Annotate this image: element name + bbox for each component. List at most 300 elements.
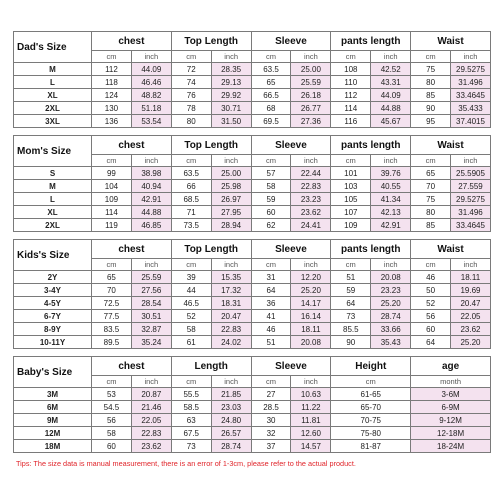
unit-header: inch	[131, 376, 171, 388]
unit-header: inch	[211, 51, 251, 63]
table-cell: 12-18M	[411, 427, 491, 440]
table-cell: 53	[92, 388, 132, 401]
unit-header: inch	[291, 155, 331, 167]
table-cell: 14.17	[291, 297, 331, 310]
unit-header: cm	[331, 51, 371, 63]
unit-header: cm	[171, 51, 211, 63]
table-cell: 90	[331, 336, 371, 349]
table-cell: 85	[411, 219, 451, 232]
table-cell: 60	[251, 206, 291, 219]
table-cell: 22.83	[131, 427, 171, 440]
group-header: Waist	[411, 32, 491, 51]
table-cell: 40.94	[131, 180, 171, 193]
table-cell: 90	[411, 102, 451, 115]
table-cell: 31	[251, 271, 291, 284]
table-cell: 78	[171, 102, 211, 115]
table-cell: 35.24	[131, 336, 171, 349]
group-header: Top Length	[171, 240, 251, 259]
table-row	[14, 102, 491, 115]
table-cell: 44	[171, 284, 211, 297]
table-cell: 23.23	[371, 284, 411, 297]
table-cell: 18-24M	[411, 440, 491, 453]
table-cell: 17.32	[211, 284, 251, 297]
size-label: 6M	[14, 401, 92, 414]
table-cell: 25.20	[371, 297, 411, 310]
table-cell: 51.18	[131, 102, 171, 115]
table-cell: 41.34	[371, 193, 411, 206]
table-row	[14, 388, 491, 401]
unit-header: month	[411, 376, 491, 388]
table-cell: 39	[171, 271, 211, 284]
table-cell: 63.5	[251, 63, 291, 76]
group-header: Top Length	[171, 136, 251, 155]
table-cell: 89.5	[92, 336, 132, 349]
table-cell: 19.69	[451, 284, 491, 297]
table-cell: 28.35	[211, 63, 251, 76]
table-cell: 61	[171, 336, 211, 349]
table-cell: 36	[251, 297, 291, 310]
table-cell: 3-6M	[411, 388, 491, 401]
table-row	[14, 271, 491, 284]
table-cell: 72.5	[92, 297, 132, 310]
size-label: M	[14, 63, 92, 76]
table-cell: 46.5	[171, 297, 211, 310]
table-gap	[13, 349, 490, 356]
table-cell: 9-12M	[411, 414, 491, 427]
table-cell: 55.5	[171, 388, 211, 401]
table-cell: 70	[411, 180, 451, 193]
table-cell: 20.47	[451, 297, 491, 310]
table-cell: 42.91	[131, 193, 171, 206]
table-cell: 109	[331, 219, 371, 232]
table-cell: 22.44	[291, 167, 331, 180]
table-cell: 81-87	[331, 440, 411, 453]
table-cell: 20.47	[211, 310, 251, 323]
size-label: 2Y	[14, 271, 92, 284]
unit-header: cm	[92, 155, 132, 167]
unit-header: cm	[251, 259, 291, 271]
table-row	[14, 297, 491, 310]
table-cell: 124	[92, 89, 132, 102]
table-row	[14, 63, 491, 76]
table-row	[14, 180, 491, 193]
size-table	[13, 239, 491, 349]
size-table	[13, 356, 491, 453]
table-cell: 65	[251, 76, 291, 89]
table-cell: 73.5	[171, 219, 211, 232]
table-row	[14, 206, 491, 219]
table-cell: 29.13	[211, 76, 251, 89]
group-header: age	[411, 357, 491, 376]
table-cell: 25.20	[451, 336, 491, 349]
size-chart	[13, 31, 490, 453]
table-cell: 105	[331, 193, 371, 206]
table-cell: 28.54	[131, 297, 171, 310]
unit-header: cm	[251, 155, 291, 167]
table-cell: 33.4645	[451, 219, 491, 232]
table-cell: 72	[171, 63, 211, 76]
table-cell: 29.5275	[451, 193, 491, 206]
unit-header: inch	[211, 259, 251, 271]
table-cell: 68	[251, 102, 291, 115]
table-cell: 67.5	[171, 427, 211, 440]
table-cell: 116	[331, 115, 371, 128]
table-cell: 23.03	[211, 401, 251, 414]
table-cell: 22.05	[451, 310, 491, 323]
size-label: XL	[14, 89, 92, 102]
table-cell: 63	[171, 414, 211, 427]
table-cell: 101	[331, 167, 371, 180]
table-cell: 14.57	[291, 440, 331, 453]
table-cell: 28.74	[211, 440, 251, 453]
unit-header: inch	[291, 259, 331, 271]
table-cell: 60	[411, 323, 451, 336]
table-title: Mom's Size	[14, 136, 92, 167]
table-cell: 25.59	[131, 271, 171, 284]
table-cell: 22.05	[131, 414, 171, 427]
table-row	[14, 414, 491, 427]
unit-header: cm	[411, 51, 451, 63]
size-label: 2XL	[14, 102, 92, 115]
unit-header: cm	[171, 155, 211, 167]
table-cell: 30.71	[211, 102, 251, 115]
table-row	[14, 401, 491, 414]
table-cell: 27	[251, 388, 291, 401]
table-cell: 23.23	[291, 193, 331, 206]
table-cell: 66.5	[251, 89, 291, 102]
table-row	[14, 427, 491, 440]
table-cell: 31.496	[451, 206, 491, 219]
table-cell: 38.98	[131, 167, 171, 180]
unit-header: cm	[171, 259, 211, 271]
table-cell: 37.4015	[451, 115, 491, 128]
tips-note: Tips: The size data is manual measurement, there is an error of 1-3cm, please refer to the actual product.	[16, 459, 356, 468]
table-cell: 112	[331, 89, 371, 102]
group-header-row	[14, 240, 491, 259]
table-cell: 46	[251, 323, 291, 336]
size-label: 3-4Y	[14, 284, 92, 297]
table-row	[14, 89, 491, 102]
unit-header: inch	[211, 155, 251, 167]
size-label: 4-5Y	[14, 297, 92, 310]
table-cell: 45.67	[371, 115, 411, 128]
table-cell: 114	[331, 102, 371, 115]
table-cell: 80	[171, 115, 211, 128]
table-gap	[13, 128, 490, 135]
table-cell: 26.97	[211, 193, 251, 206]
table-cell: 24.80	[211, 414, 251, 427]
table-cell: 69.5	[251, 115, 291, 128]
table-cell: 42.91	[371, 219, 411, 232]
group-header: Sleeve	[251, 240, 331, 259]
table-cell: 37	[251, 440, 291, 453]
table-cell: 46.85	[131, 219, 171, 232]
table-cell: 31.50	[211, 115, 251, 128]
table-cell: 56	[92, 414, 132, 427]
table-cell: 46.46	[131, 76, 171, 89]
table-cell: 30	[251, 414, 291, 427]
table-cell: 35.43	[371, 336, 411, 349]
unit-header: inch	[451, 259, 491, 271]
unit-header: inch	[211, 376, 251, 388]
table-cell: 59	[331, 284, 371, 297]
group-header: pants length	[331, 32, 411, 51]
table-cell: 85	[411, 89, 451, 102]
size-label: L	[14, 76, 92, 89]
table-cell: 23.62	[131, 440, 171, 453]
table-cell: 11.22	[291, 401, 331, 414]
table-cell: 50	[411, 284, 451, 297]
table-cell: 25.98	[211, 180, 251, 193]
table-cell: 85.5	[331, 323, 371, 336]
table-cell: 52	[171, 310, 211, 323]
group-header: pants length	[331, 240, 411, 259]
table-gap	[13, 232, 490, 239]
table-cell: 54.5	[92, 401, 132, 414]
table-cell: 12.60	[291, 427, 331, 440]
table-row	[14, 323, 491, 336]
table-cell: 20.08	[291, 336, 331, 349]
size-label: 12M	[14, 427, 92, 440]
table-cell: 70	[92, 284, 132, 297]
table-cell: 68.5	[171, 193, 211, 206]
table-cell: 27.56	[131, 284, 171, 297]
table-cell: 25.59	[291, 76, 331, 89]
group-header: chest	[92, 357, 172, 376]
table-cell: 41	[251, 310, 291, 323]
table-cell: 75	[411, 193, 451, 206]
table-cell: 95	[411, 115, 451, 128]
unit-header: inch	[451, 155, 491, 167]
table-cell: 25.00	[211, 167, 251, 180]
table-cell: 23.62	[451, 323, 491, 336]
size-label: 18M	[14, 440, 92, 453]
table-cell: 66	[171, 180, 211, 193]
size-table	[13, 31, 491, 128]
table-cell: 33.4645	[451, 89, 491, 102]
table-cell: 28.5	[251, 401, 291, 414]
table-cell: 130	[92, 102, 132, 115]
unit-header: inch	[371, 51, 411, 63]
table-row	[14, 284, 491, 297]
table-cell: 28.94	[211, 219, 251, 232]
table-cell: 65-70	[331, 401, 411, 414]
table-cell: 40.55	[371, 180, 411, 193]
table-cell: 22.83	[291, 180, 331, 193]
size-label: S	[14, 167, 92, 180]
table-cell: 21.46	[131, 401, 171, 414]
table-cell: 83.5	[92, 323, 132, 336]
table-cell: 27.95	[211, 206, 251, 219]
size-label: 6-7Y	[14, 310, 92, 323]
size-label: 2XL	[14, 219, 92, 232]
group-header-row	[14, 32, 491, 51]
unit-header: inch	[131, 155, 171, 167]
table-cell: 64	[251, 284, 291, 297]
unit-header: cm	[331, 155, 371, 167]
table-cell: 63.5	[171, 167, 211, 180]
table-cell: 65	[92, 271, 132, 284]
group-header: Height	[331, 357, 411, 376]
table-cell: 26.77	[291, 102, 331, 115]
unit-header: cm	[171, 376, 211, 388]
table-row	[14, 115, 491, 128]
size-label: 3XL	[14, 115, 92, 128]
table-cell: 80	[411, 206, 451, 219]
group-header: Waist	[411, 136, 491, 155]
table-cell: 104	[92, 180, 132, 193]
table-cell: 44.09	[371, 89, 411, 102]
table-cell: 75	[411, 63, 451, 76]
group-header: Sleeve	[251, 136, 331, 155]
table-cell: 53.54	[131, 115, 171, 128]
group-header: Length	[171, 357, 251, 376]
table-row	[14, 440, 491, 453]
table-cell: 12.20	[291, 271, 331, 284]
table-cell: 119	[92, 219, 132, 232]
table-cell: 21.85	[211, 388, 251, 401]
table-cell: 46	[411, 271, 451, 284]
table-cell: 42.52	[371, 63, 411, 76]
table-cell: 24.02	[211, 336, 251, 349]
size-label: 9M	[14, 414, 92, 427]
group-header: Sleeve	[251, 357, 331, 376]
table-cell: 61-65	[331, 388, 411, 401]
unit-header: cm	[251, 51, 291, 63]
table-cell: 25.20	[291, 284, 331, 297]
table-row	[14, 310, 491, 323]
table-cell: 15.35	[211, 271, 251, 284]
unit-header: inch	[371, 155, 411, 167]
size-label: L	[14, 193, 92, 206]
unit-header: inch	[451, 51, 491, 63]
table-cell: 26.57	[211, 427, 251, 440]
table-cell: 27.36	[291, 115, 331, 128]
table-cell: 51	[331, 271, 371, 284]
table-row	[14, 76, 491, 89]
unit-header: cm	[92, 259, 132, 271]
unit-header: inch	[371, 259, 411, 271]
table-cell: 112	[92, 63, 132, 76]
table-cell: 65	[411, 167, 451, 180]
table-cell: 103	[331, 180, 371, 193]
table-cell: 23.62	[291, 206, 331, 219]
group-header-row	[14, 136, 491, 155]
table-cell: 10.63	[291, 388, 331, 401]
table-cell: 64	[411, 336, 451, 349]
table-cell: 108	[331, 63, 371, 76]
unit-header: inch	[291, 376, 331, 388]
unit-header: cm	[92, 376, 132, 388]
table-cell: 32.87	[131, 323, 171, 336]
table-cell: 136	[92, 115, 132, 128]
table-cell: 74	[171, 76, 211, 89]
table-cell: 62	[251, 219, 291, 232]
unit-header: cm	[251, 376, 291, 388]
unit-header: cm	[92, 51, 132, 63]
table-cell: 70-75	[331, 414, 411, 427]
table-cell: 18.11	[451, 271, 491, 284]
table-cell: 20.08	[371, 271, 411, 284]
group-header: chest	[92, 240, 172, 259]
group-header: chest	[92, 32, 172, 51]
unit-header: inch	[131, 259, 171, 271]
table-row	[14, 193, 491, 206]
table-cell: 16.14	[291, 310, 331, 323]
size-label: 10-11Y	[14, 336, 92, 349]
size-label: 3M	[14, 388, 92, 401]
table-cell: 27.559	[451, 180, 491, 193]
table-cell: 39.76	[371, 167, 411, 180]
table-cell: 52	[411, 297, 451, 310]
table-title: Kids's Size	[14, 240, 92, 271]
table-cell: 75-80	[331, 427, 411, 440]
table-cell: 20.87	[131, 388, 171, 401]
table-cell: 107	[331, 206, 371, 219]
table-cell: 60	[92, 440, 132, 453]
table-cell: 109	[92, 193, 132, 206]
size-table	[13, 135, 491, 232]
unit-header: cm	[411, 155, 451, 167]
group-header: chest	[92, 136, 172, 155]
table-cell: 44.88	[131, 206, 171, 219]
table-cell: 58.5	[171, 401, 211, 414]
table-cell: 11.81	[291, 414, 331, 427]
table-title: Dad's Size	[14, 32, 92, 63]
table-cell: 73	[331, 310, 371, 323]
unit-header: inch	[131, 51, 171, 63]
table-cell: 30.51	[131, 310, 171, 323]
group-header-row	[14, 357, 491, 376]
table-cell: 110	[331, 76, 371, 89]
table-cell: 59	[251, 193, 291, 206]
size-label: M	[14, 180, 92, 193]
table-cell: 32	[251, 427, 291, 440]
group-header: Top Length	[171, 32, 251, 51]
table-cell: 73	[171, 440, 211, 453]
table-cell: 56	[411, 310, 451, 323]
table-cell: 58	[92, 427, 132, 440]
table-cell: 118	[92, 76, 132, 89]
table-cell: 76	[171, 89, 211, 102]
group-header: pants length	[331, 136, 411, 155]
table-cell: 29.5275	[451, 63, 491, 76]
table-cell: 80	[411, 76, 451, 89]
table-cell: 18.31	[211, 297, 251, 310]
table-cell: 28.74	[371, 310, 411, 323]
table-cell: 44.88	[371, 102, 411, 115]
table-cell: 31.496	[451, 76, 491, 89]
table-cell: 114	[92, 206, 132, 219]
unit-header: cm	[411, 259, 451, 271]
unit-header: inch	[291, 51, 331, 63]
table-row	[14, 219, 491, 232]
table-cell: 18.11	[291, 323, 331, 336]
size-label: XL	[14, 206, 92, 219]
table-row	[14, 336, 491, 349]
table-cell: 33.66	[371, 323, 411, 336]
table-cell: 51	[251, 336, 291, 349]
group-header: Sleeve	[251, 32, 331, 51]
table-cell: 77.5	[92, 310, 132, 323]
unit-header: cm	[331, 259, 371, 271]
table-row	[14, 167, 491, 180]
table-cell: 25.00	[291, 63, 331, 76]
table-cell: 29.92	[211, 89, 251, 102]
table-cell: 22.83	[211, 323, 251, 336]
table-title: Baby's Size	[14, 357, 92, 388]
table-cell: 57	[251, 167, 291, 180]
